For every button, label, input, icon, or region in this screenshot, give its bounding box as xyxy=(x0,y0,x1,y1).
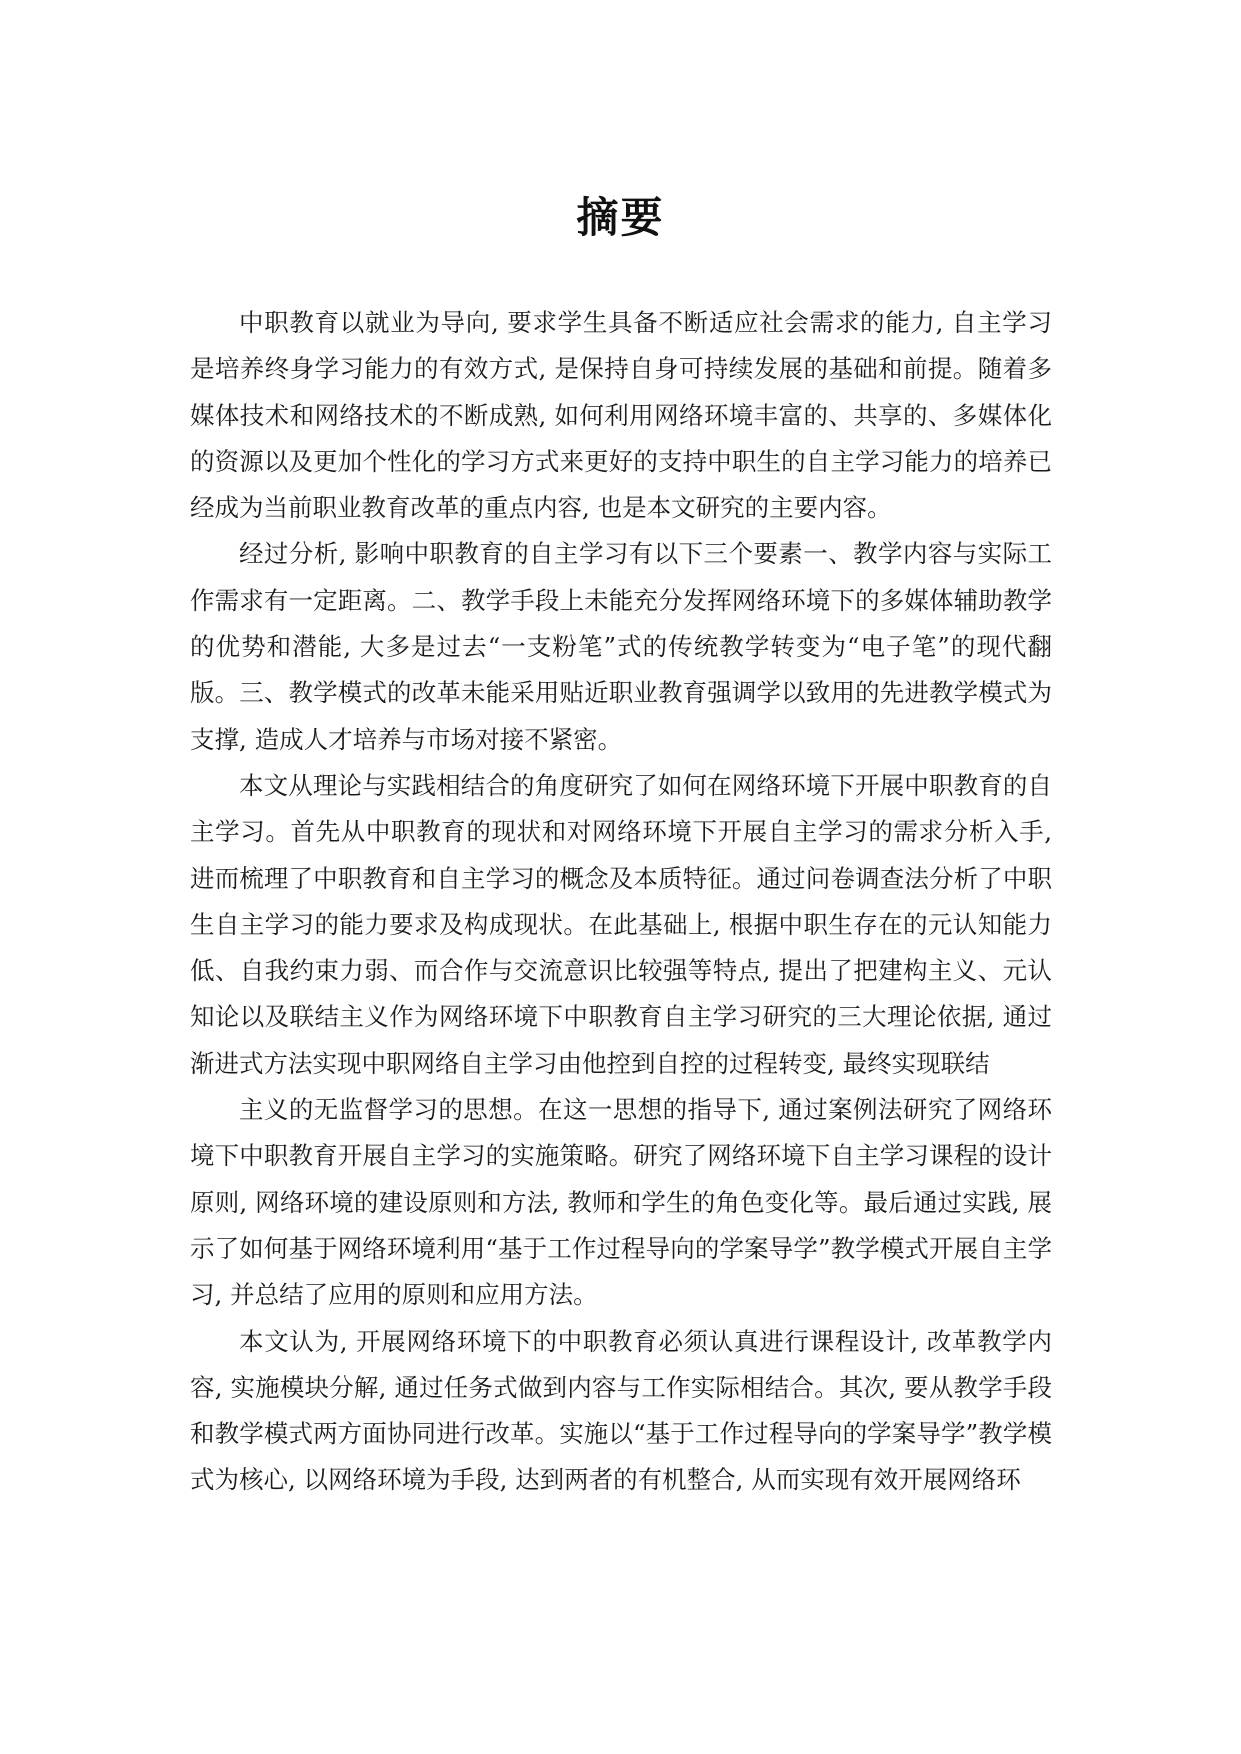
paragraph-4: 主义的无监督学习的思想。在这一思想的指导下, 通过案例法研究了网络环境下中职教育开展自主学习的实施策略。研究了网络环境下自主学习课程的设计原则, 网络环境的建设原则和方法, 教师和学生的角色变化等。最后通过实践, 展示了如何基于网络环境利用“基于工作过程导向的学案导学”教学模式开展自主学习, 并总结了应用的原则和应用方法。 xyxy=(190,1095,1052,1310)
paragraph-5: 本文认为, 开展网络环境下的中职教育必须认真进行课程设计, 改革教学内容, 实施模块分解, 通过任务式做到内容与工作实际相结合。其次, 要从教学手段和教学模式两方面协同进行改革。实施以“基于工作过程导向的学案导学”教学模式为核心, 以网络环境为手段, 达到两者的有机整合, 从而实现有效开展网络环 xyxy=(190,1326,1052,1495)
paragraph-2: 经过分析, 影响中职教育的自主学习有以下三个要素一、教学内容与实际工作需求有一定距离。二、教学手段上未能充分发挥网络环境下的多媒体辅助教学的优势和潜能, 大多是过去“一支粉笔”式的传统教学转变为“电子笔”的现代翻版。三、教学模式的改革未能采用贴近职业教育强调学以致用的先进教学模式为支撑, 造成人才培养与市场对接不紧密。 xyxy=(190,539,1052,754)
paragraph-3: 本文从理论与实践相结合的角度研究了如何在网络环境下开展中职教育的自主学习。首先从中职教育的现状和对网络环境下开展自主学习的需求分析入手, 进而梳理了中职教育和自主学习的概念及本质特征。通过问卷调查法分析了中职生自主学习的能力要求及构成现状。在此基础上, 根据中职生存在的元认知能力低、自我约束力弱、而合作与交流意识比较强等特点, 提出了把建构主义、元认知论以及联结主义作为网络环境下中职教育自主学习研究的三大理论依据, 通过渐进式方法实现中职网络自主学习由他控到自控的过程转变, 最终实现联结 xyxy=(190,770,1052,1078)
page-title: 摘要 xyxy=(576,193,665,242)
paragraph-1: 中职教育以就业为导向, 要求学生具备不断适应社会需求的能力, 自主学习是培养终身学习能力的有效方式, 是保持自身可持续发展的基础和前提。随着多媒体技术和网络技术的不断成熟, 如何利用网络环境丰富的、共享的、多媒体化的资源以及更加个性化的学习方式来更好的支持中职生的自主学习能力的培养已经成为当前职业教育改革的重点内容, 也是本文研究的主要内容。 xyxy=(190,308,1052,523)
abstract-body xyxy=(190,300,1052,1504)
